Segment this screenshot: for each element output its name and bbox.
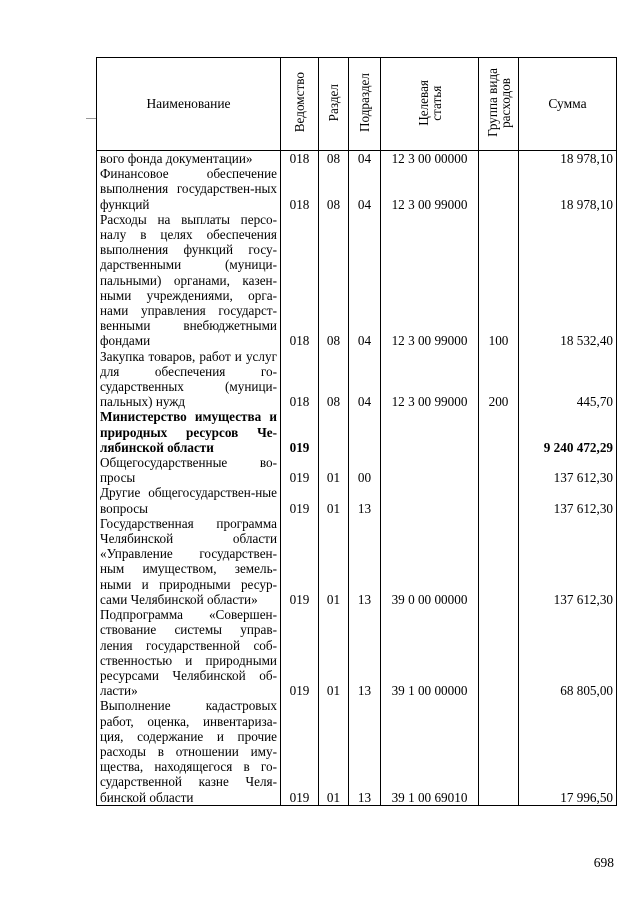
row-name: Финансовое обеспечение выполнения государствен-ных функций (97, 166, 281, 212)
row-name: Подпрограмма «Совершен-ствование системы управ-ления государственной соб-ственностью и природными ресурсами Челябинской об-ласти» (97, 607, 281, 698)
table-row (97, 212, 617, 349)
row-name: Другие общегосударствен-ные вопросы (97, 485, 281, 515)
header-name: Наименование (97, 58, 281, 151)
row-celevaya (381, 485, 479, 515)
row-vedomstvo: 018 (281, 151, 319, 167)
row-gruppa (479, 485, 519, 515)
row-podrazdel: 04 (349, 151, 381, 167)
table-row (97, 607, 617, 698)
header-gruppa-vida-rashodov: Группа вида расходов (479, 58, 519, 151)
row-summa: 68 805,00 (519, 607, 617, 698)
row-gruppa: 200 (479, 349, 519, 410)
header-vedomstvo: Ведомство (281, 58, 319, 151)
page-number: 698 (593, 855, 614, 870)
row-name: вого фонда документации» (97, 151, 281, 167)
row-summa: 137 612,30 (519, 455, 617, 485)
header-podrazdel: Подраздел (349, 58, 381, 151)
row-summa: 18 978,10 (519, 166, 617, 212)
table-row (97, 485, 617, 515)
row-gruppa: 100 (479, 212, 519, 349)
row-podrazdel: 04 (349, 349, 381, 410)
row-celevaya: 39 1 00 00000 (381, 607, 479, 698)
row-summa: 9 240 472,29 (519, 409, 617, 455)
row-celevaya: 12 3 00 00000 (381, 151, 479, 167)
table-row (97, 151, 617, 167)
row-vedomstvo: 018 (281, 166, 319, 212)
row-celevaya: 12 3 00 99000 (381, 212, 479, 349)
row-razdel: 01 (319, 607, 349, 698)
row-name: Общегосударственные во-просы (97, 455, 281, 485)
row-razdel: 08 (319, 212, 349, 349)
row-name: Государственная программа Челябинской области «Управление государствен-ным имуществом, земель-ными и природными ресур-сами Челябинской области» (97, 516, 281, 607)
row-name: Расходы на выплаты персо-налу в целях обеспечения выполнения функций госу-дарственными (муници-пальными) органами, казен-ными учреждениями, орга-нами управления государст-венными внебюджетными фондами (97, 212, 281, 349)
row-podrazdel: 04 (349, 166, 381, 212)
row-podrazdel: 00 (349, 455, 381, 485)
header-summa: Сумма (519, 58, 617, 151)
header-celevaya-statya: Целевая статья (381, 58, 479, 151)
row-summa: 18 532,40 (519, 212, 617, 349)
budget-table (96, 57, 617, 806)
row-vedomstvo: 019 (281, 409, 319, 455)
table-row (97, 455, 617, 485)
row-podrazdel: 13 (349, 485, 381, 515)
row-vedomstvo: 018 (281, 212, 319, 349)
row-podrazdel: 13 (349, 698, 381, 805)
row-gruppa (479, 166, 519, 212)
row-razdel: 01 (319, 455, 349, 485)
row-celevaya: 39 1 00 69010 (381, 698, 479, 805)
row-summa: 17 996,50 (519, 698, 617, 805)
row-vedomstvo: 019 (281, 516, 319, 607)
row-celevaya: 12 3 00 99000 (381, 349, 479, 410)
row-gruppa (479, 607, 519, 698)
margin-mark (86, 118, 96, 119)
row-name: Закупка товаров, работ и услуг для обеспечения го-сударственных (муници-пальных) нужд (97, 349, 281, 410)
row-razdel: 01 (319, 516, 349, 607)
row-razdel: 08 (319, 349, 349, 410)
row-razdel: 08 (319, 166, 349, 212)
table-row (97, 516, 617, 607)
row-name: Министерство имущества и природных ресурсов Че-лябинской области (97, 409, 281, 455)
row-razdel: 01 (319, 485, 349, 515)
table-row-ministry (97, 409, 617, 455)
row-podrazdel: 04 (349, 212, 381, 349)
row-gruppa (479, 409, 519, 455)
row-summa: 445,70 (519, 349, 617, 410)
row-gruppa (479, 151, 519, 167)
row-summa: 18 978,10 (519, 151, 617, 167)
row-razdel (319, 409, 349, 455)
table-row (97, 166, 617, 212)
row-razdel: 08 (319, 151, 349, 167)
row-gruppa (479, 698, 519, 805)
row-celevaya: 39 0 00 00000 (381, 516, 479, 607)
row-celevaya: 12 3 00 99000 (381, 166, 479, 212)
row-vedomstvo: 019 (281, 607, 319, 698)
row-vedomstvo: 019 (281, 698, 319, 805)
row-podrazdel (349, 409, 381, 455)
header-razdel: Раздел (319, 58, 349, 151)
row-vedomstvo: 018 (281, 349, 319, 410)
table-header-row (97, 58, 617, 151)
row-gruppa (479, 455, 519, 485)
row-celevaya (381, 409, 479, 455)
row-vedomstvo: 019 (281, 455, 319, 485)
table-row (97, 698, 617, 805)
row-podrazdel: 13 (349, 516, 381, 607)
row-summa: 137 612,30 (519, 516, 617, 607)
row-name: Выполнение кадастровых работ, оценка, инвентариза-ция, содержание и прочие расходы в отношении иму-щества, находящегося в го-сударственной казне Челя-бинской области (97, 698, 281, 805)
row-razdel: 01 (319, 698, 349, 805)
row-summa: 137 612,30 (519, 485, 617, 515)
row-gruppa (479, 516, 519, 607)
row-celevaya (381, 455, 479, 485)
table-row (97, 349, 617, 410)
row-podrazdel: 13 (349, 607, 381, 698)
row-vedomstvo: 019 (281, 485, 319, 515)
